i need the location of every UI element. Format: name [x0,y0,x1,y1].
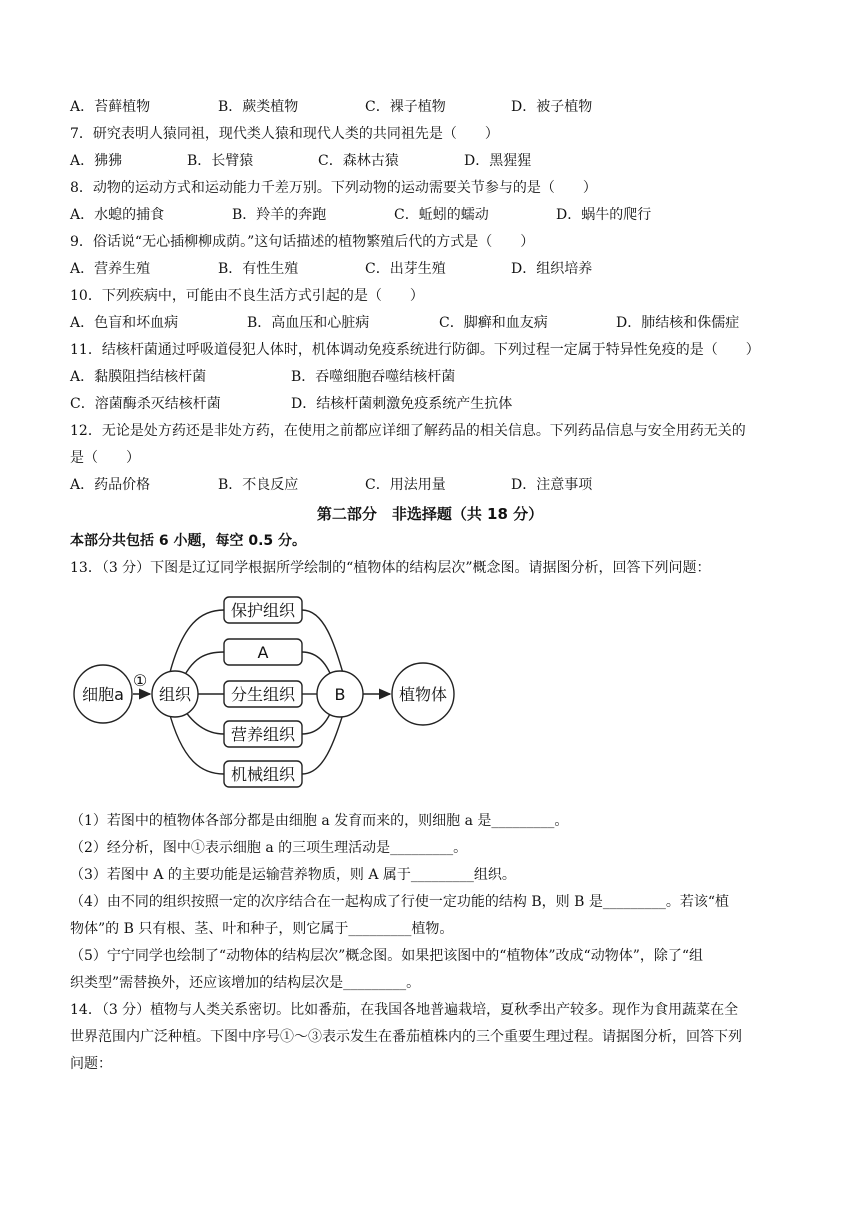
q7-option-b[interactable]: B．长臂猿 [187,153,254,169]
section-note: 本部分共包括 6 小题，每空 0.5 分。 [70,533,307,549]
b-label: B [334,685,346,704]
q10-option-c[interactable]: C．脚癣和血友病 [439,315,548,331]
q10-option-a[interactable]: A．色盲和坏血病 [70,315,179,331]
q6-option-d[interactable]: D．被子植物 [511,99,593,115]
box-mechanical-tissue-label: 机械组织 [230,765,296,784]
plant-label: 植物体 [398,685,448,704]
q9-option-d[interactable]: D．组织培养 [511,261,593,277]
plant-structure-concept-map [72,592,472,806]
q9-option-a[interactable]: A．营养生殖 [70,261,151,277]
q8-option-a[interactable]: A．水螅的捕食 [70,207,165,223]
q14-line3: 问题： [70,1056,112,1072]
q10-stem: 10．下列疾病中，可能由不良生活方式引起的是（ ） [70,288,424,304]
q13-sub2: （2）经分析，图中①表示细胞 a 的三项生理活动是_________。 [70,840,468,856]
q8-option-c[interactable]: C．蚯蚓的蠕动 [394,207,489,223]
box-meristem-tissue-label: 分生组织 [230,685,296,704]
q13-sub5-line2: 织类型”需替换外，还应该增加的结构层次是_________。 [70,975,421,991]
q11-stem: 11．结核杆菌通过呼吸道侵犯人体时，机体调动免疫系统进行防御。下列过程一定属于特异性免疫的是（ ） [70,342,760,358]
box-protective-tissue-label: 保护组织 [230,601,296,620]
q10-option-d[interactable]: D．肺结核和侏儒症 [616,315,740,331]
q13-sub4-line2: 物体”的 B 只有根、茎、叶和种子，则它属于_________植物。 [70,921,454,937]
q9-option-c[interactable]: C．出芽生殖 [365,261,446,277]
cell-a-label: 细胞a [82,685,124,704]
q8-option-d[interactable]: D．蜗牛的爬行 [556,207,652,223]
tissue-type-boxes [224,597,302,787]
q7-stem: 7．研究表明人猿同祖，现代类人猿和现代人类的共同祖先是（ ） [70,126,499,142]
q6-option-a[interactable]: A．苔藓植物 [70,99,151,115]
q12-stem-line2: 是（ ） [70,450,140,466]
q12-option-c[interactable]: C．用法用量 [365,477,446,493]
q14-line1: 14．（3 分）植物与人类关系密切。比如番茄，在我国各地普遍栽培，夏秋季出产较多。现作为食用蔬菜在全 [70,1002,739,1018]
q9-option-b[interactable]: B．有性生殖 [218,261,299,277]
step-1-label: ① [132,671,148,690]
q13-stem: 13．（3 分）下图是辽辽同学根据所学绘制的“植物体的结构层次”概念图。请据图分析，回答下列问题： [70,560,711,576]
box-nutrient-tissue-label: 营养组织 [230,725,296,744]
q13-sub1: （1）若图中的植物体各部分都是由细胞 a 发育而来的，则细胞 a 是_________。 [70,813,569,829]
q10-option-b[interactable]: B．高血压和心脏病 [247,315,370,331]
q13-sub3: （3）若图中 A 的主要功能是运输营养物质，则 A 属于_________组织。 [70,867,516,883]
q12-option-a[interactable]: A．药品价格 [70,477,151,493]
q12-option-d[interactable]: D．注意事项 [511,477,593,493]
q7-option-a[interactable]: A．狒狒 [70,153,123,169]
q6-option-c[interactable]: C．裸子植物 [365,99,446,115]
q8-stem: 8．动物的运动方式和运动能力千差万别。下列动物的运动需要关节参与的是（ ） [70,180,597,196]
q11-option-d[interactable]: D．结核杆菌刺激免疫系统产生抗体 [291,396,513,412]
q9-stem: 9．俗话说“无心插柳柳成荫。”这句话描述的植物繁殖后代的方式是（ ） [70,234,535,250]
section-title: 第二部分 非选择题（共 18 分） [316,505,544,523]
tissue-label: 组织 [158,685,192,704]
q6-option-b[interactable]: B．蕨类植物 [218,99,299,115]
q11-option-c[interactable]: C．溶菌酶杀灭结核杆菌 [70,396,221,412]
q13-sub4-line1: （4）由不同的组织按照一定的次序结合在一起构成了行使一定功能的结构 B，则 B 是_________。若该“植 [70,894,729,910]
q7-option-c[interactable]: C．森林古猿 [318,153,399,169]
q11-option-a[interactable]: A．黏膜阻挡结核杆菌 [70,369,207,385]
q7-option-d[interactable]: D．黑猩猩 [464,153,532,169]
q12-stem-line1: 12．无论是处方药还是非处方药，在使用之前都应详细了解药品的相关信息。下列药品信息与安全用药无关的 [70,423,746,439]
q8-option-b[interactable]: B．羚羊的奔跑 [232,207,327,223]
q14-line2: 世界范围内广泛种植。下图中序号①～③表示发生在番茄植株内的三个重要生理过程。请据图分析，回答下列 [70,1029,742,1045]
q12-option-b[interactable]: B．不良反应 [218,477,299,493]
q13-sub5-line1: （5）宁宁同学也绘制了“动物体的结构层次”概念图。如果把该图中的“植物体”改成“动物体”，除了“组 [70,948,704,964]
box-a-label: A [257,643,269,662]
q11-option-b[interactable]: B．吞噬细胞吞噬结核杆菌 [291,369,456,385]
